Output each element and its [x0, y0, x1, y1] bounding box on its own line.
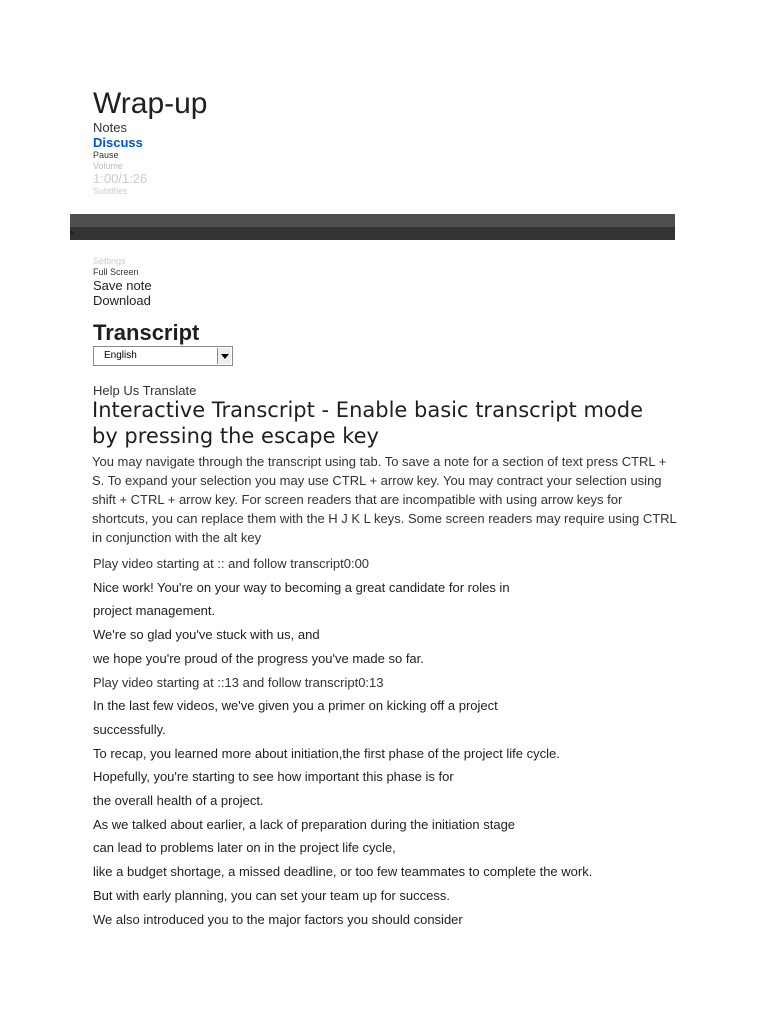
timestamp-link[interactable]: Play video starting at :: and follow transcript0:00 — [93, 556, 370, 571]
help-translate-link[interactable]: Help Us Translate — [93, 383, 197, 398]
full-screen-button[interactable]: Full Screen — [93, 267, 139, 277]
transcript-heading: Transcript — [93, 320, 200, 345]
transcript-line[interactable]: can lead to problems later on in the project life cycle, — [93, 840, 396, 856]
progress-bar[interactable] — [70, 214, 675, 227]
transcript-line[interactable]: We're so glad you've stuck with us, and — [93, 627, 320, 643]
transcript-line[interactable]: As we talked about earlier, a lack of preparation during the initiation stage — [93, 816, 516, 832]
video-controls — [93, 256, 152, 308]
progress-track[interactable] — [70, 227, 675, 240]
video-menu — [93, 120, 147, 197]
transcript-line[interactable]: But with early planning, you can set your team up for success. — [93, 887, 450, 903]
timestamp-link[interactable]: Play video starting at ::13 and follow transcript0:13 — [93, 674, 384, 690]
transcript-line[interactable]: We also introduced you to the major factors you should consider — [93, 911, 463, 927]
transcript-line[interactable]: To recap, you learned more about initiation,the first phase of the project life cycle. — [93, 745, 560, 761]
language-select[interactable] — [93, 346, 233, 366]
time-display: 1:00/1:26 — [93, 171, 148, 186]
volume-button[interactable]: Volume — [93, 161, 124, 171]
settings-button[interactable]: Settings — [93, 256, 126, 266]
transcript-line[interactable]: the overall health of a project. — [93, 793, 264, 809]
chevron-down-icon[interactable] — [217, 348, 231, 364]
save-note-button[interactable]: Save note — [93, 278, 152, 293]
transcript-line[interactable]: like a budget shortage, a missed deadline, or too few teammates to complete the work. — [93, 864, 593, 880]
bullet-icon — [70, 231, 74, 235]
transcript-instructions: You may navigate through the transcript using tab. To save a note for a section of text press CTRL + S. To expand your selection you may use CTRL + arrow key. You may contract your selection using shift + CTRL + arrow key. For screen readers that are incompatible with using arrow keys for shortcuts, you can replace them with the H J K L keys. Some screen readers may require using CTRL in conjunction with the alt key — [92, 454, 677, 545]
language-value: English — [104, 350, 137, 361]
notes-link[interactable]: Notes — [93, 120, 127, 135]
transcript-line[interactable]: project management. — [93, 603, 216, 619]
pause-button[interactable]: Pause — [93, 150, 119, 160]
interactive-transcript-heading: Interactive Transcript - Enable basic transcript mode by pressing the escape key — [92, 398, 643, 448]
transcript-lines — [93, 552, 693, 931]
transcript-line[interactable]: Hopefully, you're starting to see how important this phase is for — [93, 769, 454, 785]
transcript-line[interactable]: we hope you're proud of the progress you've made so far. — [93, 650, 424, 666]
subtitles-button[interactable]: Subtitles — [93, 186, 128, 196]
transcript-line[interactable]: successfully. — [93, 721, 166, 737]
download-button[interactable]: Download — [93, 293, 151, 308]
discuss-link[interactable]: Discuss — [93, 135, 143, 150]
page-title: Wrap-up — [93, 87, 208, 120]
transcript-line[interactable]: Nice work! You're on your way to becoming a great candidate for roles in — [93, 579, 510, 595]
transcript-line[interactable]: In the last few videos, we've given you a primer on kicking off a project — [93, 698, 498, 714]
